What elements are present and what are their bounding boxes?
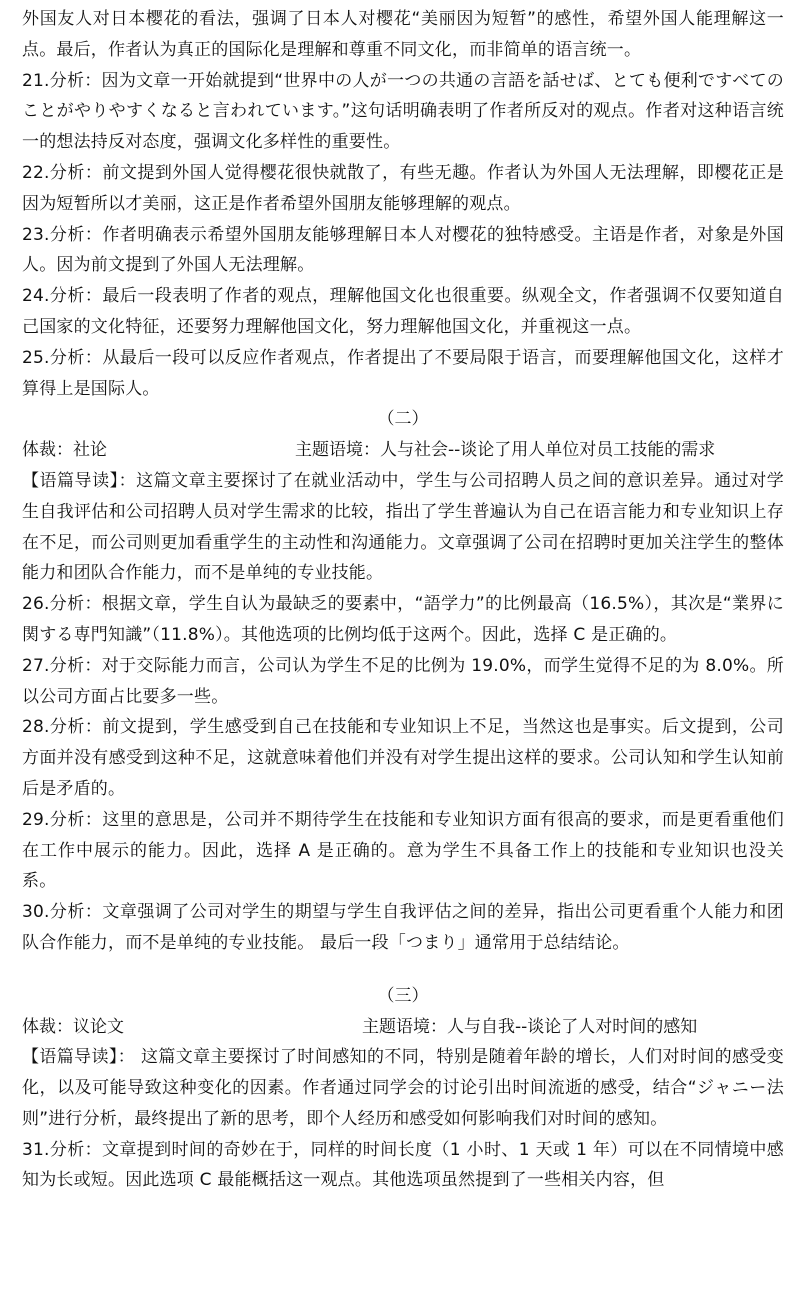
section-2-genre: 体裁：社论 bbox=[22, 440, 107, 461]
analysis-26: 26.分析：根据文章，学生自认为最缺乏的要素中，“語学力”的比例最高（16.5%），其次是“業界に関する専門知識”（11.8%）。其他选项的比例均低于这两个。因此，选择 C 是正确的。 bbox=[22, 594, 784, 645]
section-gap bbox=[22, 959, 784, 981]
analysis-31: 31.分析：文章提到时间的奇妙在于，同样的时间长度（1 小时、1 天或 1 年）可以在不同情境中感知为长或短。因此选项 C 最能概括这一观点。其他选项虽然提到了一些相关内容，但 bbox=[22, 1139, 784, 1191]
analysis-30: 30.分析：文章强调了公司对学生的期望与学生自我评估之间的差异，指出公司更看重个人能力和团队合作能力，而不是单纯的专业技能。 最后一段「つまり」通常用于总结结论。 bbox=[22, 902, 784, 953]
analysis-27: 27.分析：对于交际能力而言，公司认为学生不足的比例为 19.0%，而学生觉得不足的为 8.0%。所以公司方面占比要多一些。 bbox=[22, 655, 784, 707]
analysis-25: 25.分析：从最后一段可以反应作者观点，作者提出了不要局限于语言，而要理解他国文化，这样才算得上是国际人。 bbox=[22, 347, 784, 399]
section-3-genre: 体裁：议论文 bbox=[22, 1016, 124, 1037]
analysis-21: 21.分析：因为文章一开始就提到“世界中の人が一つの共通の言語を話せば、とても便利ですべてのことがやりやすくなると言われています。”这句话明确表明了作者所反对的观点。作者对这种语言统一的想法持反对态度，强调文化多样性的重要性。 bbox=[22, 70, 784, 153]
section-3-theme: 主题语境：人与自我--谈论了人对时间的感知 bbox=[362, 1016, 698, 1037]
section-3-meta bbox=[22, 1012, 784, 1043]
section-2-reading-guide: 【语篇导读】：这篇文章主要探讨了在就业活动中，学生与公司招聘人员之间的意识差异。通过对学生自我评估和公司招聘人员对学生需求的比较，指出了学生普遍认为自己在语言能力和专业知识上存在不足，而公司则更加看重学生的主动性和沟通能力。文章强调了公司在招聘时更加关注学生的整体能力和团队合作能力，而不是单纯的专业技能。 bbox=[22, 470, 784, 584]
paragraph-intro-continuation: 外国友人对日本樱花的看法，强调了日本人对樱花“美丽因为短暂”的感性，希望外国人能理解这一点。最后，作者认为真正的国际化是理解和尊重不同文化，而非简单的语言统一。 bbox=[22, 9, 784, 60]
analysis-23: 23.分析：作者明确表示希望外国朋友能够理解日本人对樱花的独特感受。主语是作者，对象是外国人。因为前文提到了外国人无法理解。 bbox=[22, 224, 784, 276]
section-2-theme: 主题语境：人与社会--谈论了用人单位对员工技能的需求 bbox=[295, 440, 716, 461]
section-2-title: （二） bbox=[377, 409, 429, 430]
section-3-reading-guide: 【语篇导读】： 这篇文章主要探讨了时间感知的不同，特别是随着年龄的增长，人们对时间的感受变化，以及可能导致这种变化的因素。作者通过同学会的讨论引出时间流逝的感受，结合“ジャニー法则”进行分析，最终提出了新的思考，即个人经历和感受如何影响我们对时间的感知。 bbox=[22, 1047, 784, 1129]
analysis-29: 29.分析：这里的意思是，公司并不期待学生在技能和专业知识方面有很高的要求，而是更看重他们在工作中展示的能力。因此，选择 A 是正确的。意为学生不具备工作上的技能和专业知识也没关系。 bbox=[22, 809, 784, 892]
analysis-24: 24.分析：最后一段表明了作者的观点，理解他国文化也很重要。纵观全文，作者强调不仅要知道自己国家的文化特征，还要努力理解他国文化，努力理解他国文化，并重视这一点。 bbox=[22, 286, 784, 337]
analysis-28: 28.分析：前文提到，学生感受到自己在技能和专业知识上不足，当然这也是事实。后文提到，公司方面并没有感受到这种不足，这就意味着他们并没有对学生提出这样的要求。公司认知和学生认知前后是矛盾的。 bbox=[22, 717, 784, 799]
section-2-meta bbox=[22, 435, 784, 466]
section-3-title: （三） bbox=[377, 985, 429, 1006]
analysis-22: 22.分析：前文提到外国人觉得樱花很快就散了，有些无趣。作者认为外国人无法理解，即樱花正是因为短暂所以才美丽，这正是作者希望外国朋友能够理解的观点。 bbox=[22, 162, 784, 214]
